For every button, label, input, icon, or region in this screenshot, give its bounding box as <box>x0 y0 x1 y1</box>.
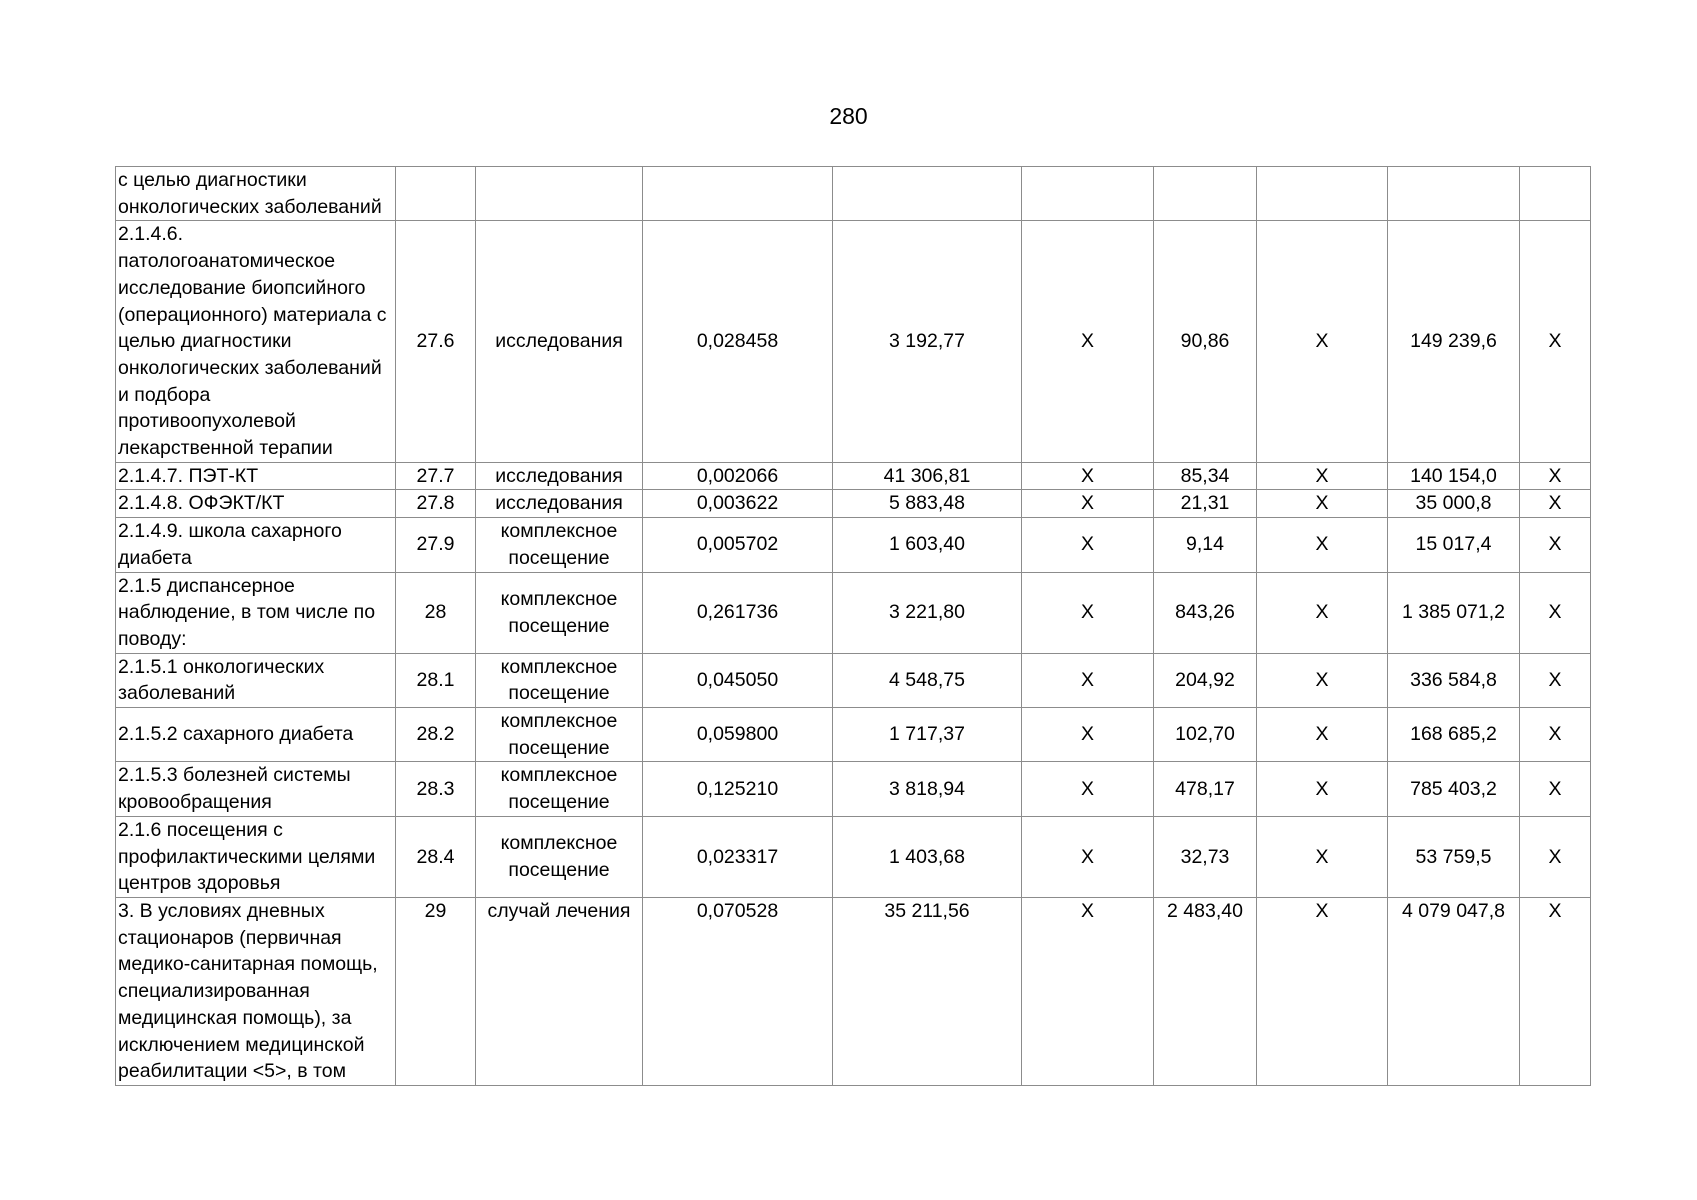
row-col6 <box>1022 167 1154 221</box>
row-col7: 85,34 <box>1154 462 1257 490</box>
row-col6: Х <box>1022 490 1154 518</box>
row-norm: 0,002066 <box>643 462 833 490</box>
row-norm: 0,005702 <box>643 518 833 572</box>
row-col10: Х <box>1520 518 1591 572</box>
row-name: 2.1.5.2 сахарного диабета <box>116 708 396 762</box>
row-norm: 0,059800 <box>643 708 833 762</box>
row-name: 2.1.6 посещения с профилактическими целями центров здоровья <box>116 816 396 897</box>
row-col8: Х <box>1257 221 1388 462</box>
row-col10: Х <box>1520 572 1591 653</box>
row-norm: 0,045050 <box>643 653 833 707</box>
table-row <box>116 221 1591 462</box>
row-cost: 1 603,40 <box>833 518 1022 572</box>
row-line: 27.8 <box>396 490 476 518</box>
row-col10 <box>1520 167 1591 221</box>
row-cost: 3 221,80 <box>833 572 1022 653</box>
data-table <box>115 166 1591 1086</box>
row-col6: Х <box>1022 897 1154 1085</box>
row-col10: Х <box>1520 462 1591 490</box>
row-norm: 0,023317 <box>643 816 833 897</box>
row-line <box>396 167 476 221</box>
row-line: 27.9 <box>396 518 476 572</box>
row-line: 28.4 <box>396 816 476 897</box>
row-cost: 1 717,37 <box>833 708 1022 762</box>
row-col9: 15 017,4 <box>1388 518 1520 572</box>
row-norm: 0,003622 <box>643 490 833 518</box>
row-col6: Х <box>1022 221 1154 462</box>
table-row <box>116 572 1591 653</box>
table-row <box>116 167 1591 221</box>
row-line: 28 <box>396 572 476 653</box>
row-cost: 35 211,56 <box>833 897 1022 1085</box>
table-row <box>116 462 1591 490</box>
row-cost: 3 192,77 <box>833 221 1022 462</box>
row-unit: комплексное посещение <box>476 708 643 762</box>
row-cost: 3 818,94 <box>833 762 1022 816</box>
row-col7: 478,17 <box>1154 762 1257 816</box>
row-line: 29 <box>396 897 476 1085</box>
row-col8: Х <box>1257 518 1388 572</box>
table-row <box>116 816 1591 897</box>
row-col10: Х <box>1520 762 1591 816</box>
row-norm <box>643 167 833 221</box>
row-col10: Х <box>1520 708 1591 762</box>
row-col7 <box>1154 167 1257 221</box>
row-col10: Х <box>1520 221 1591 462</box>
row-norm: 0,070528 <box>643 897 833 1085</box>
row-name: 2.1.4.6. патологоанатомическое исследование биопсийного (операционного) материала с целью диагностики онкологических заболеваний и подбора противоопухолевой лекарственной терапии <box>116 221 396 462</box>
row-name: с целью диагностики онкологических заболеваний <box>116 167 396 221</box>
row-col9: 53 759,5 <box>1388 816 1520 897</box>
table-row <box>116 762 1591 816</box>
row-col8 <box>1257 167 1388 221</box>
row-cost: 41 306,81 <box>833 462 1022 490</box>
row-col6: Х <box>1022 462 1154 490</box>
row-col10: Х <box>1520 816 1591 897</box>
row-col9 <box>1388 167 1520 221</box>
row-col9: 785 403,2 <box>1388 762 1520 816</box>
row-unit: комплексное посещение <box>476 518 643 572</box>
row-unit: комплексное посещение <box>476 572 643 653</box>
row-line: 28.2 <box>396 708 476 762</box>
row-col6: Х <box>1022 816 1154 897</box>
row-name: 3. В условиях дневных стационаров (первичная медико-санитарная помощь, специализированная медицинская помощь), за исключением медицинской реабилитации <5>, в том <box>116 897 396 1085</box>
row-name: 2.1.4.9. школа сахарного диабета <box>116 518 396 572</box>
row-unit <box>476 167 643 221</box>
row-col8: Х <box>1257 816 1388 897</box>
row-col7: 843,26 <box>1154 572 1257 653</box>
row-name: 2.1.5.1 онкологических заболеваний <box>116 653 396 707</box>
table-row <box>116 518 1591 572</box>
row-unit: комплексное посещение <box>476 816 643 897</box>
row-col9: 1 385 071,2 <box>1388 572 1520 653</box>
row-line: 28.3 <box>396 762 476 816</box>
row-cost: 1 403,68 <box>833 816 1022 897</box>
row-col9: 140 154,0 <box>1388 462 1520 490</box>
row-col9: 35 000,8 <box>1388 490 1520 518</box>
row-col6: Х <box>1022 708 1154 762</box>
row-col10: Х <box>1520 897 1591 1085</box>
row-norm: 0,261736 <box>643 572 833 653</box>
row-col8: Х <box>1257 462 1388 490</box>
row-col6: Х <box>1022 572 1154 653</box>
row-col9: 168 685,2 <box>1388 708 1520 762</box>
row-col6: Х <box>1022 518 1154 572</box>
row-col7: 21,31 <box>1154 490 1257 518</box>
row-col9: 149 239,6 <box>1388 221 1520 462</box>
row-col8: Х <box>1257 653 1388 707</box>
row-unit: комплексное посещение <box>476 653 643 707</box>
row-name: 2.1.5 диспансерное наблюдение, в том числе по поводу: <box>116 572 396 653</box>
row-col7: 2 483,40 <box>1154 897 1257 1085</box>
row-col7: 90,86 <box>1154 221 1257 462</box>
row-unit: исследования <box>476 490 643 518</box>
row-unit: случай лечения <box>476 897 643 1085</box>
row-col7: 32,73 <box>1154 816 1257 897</box>
row-col7: 204,92 <box>1154 653 1257 707</box>
row-col8: Х <box>1257 708 1388 762</box>
row-name: 2.1.4.8. ОФЭКТ/КТ <box>116 490 396 518</box>
row-col7: 102,70 <box>1154 708 1257 762</box>
row-cost: 4 548,75 <box>833 653 1022 707</box>
row-unit: исследования <box>476 462 643 490</box>
row-norm: 0,028458 <box>643 221 833 462</box>
row-name: 2.1.4.7. ПЭТ-КТ <box>116 462 396 490</box>
row-cost <box>833 167 1022 221</box>
row-col8: Х <box>1257 490 1388 518</box>
row-col7: 9,14 <box>1154 518 1257 572</box>
row-col9: 336 584,8 <box>1388 653 1520 707</box>
row-unit: комплексное посещение <box>476 762 643 816</box>
row-col8: Х <box>1257 897 1388 1085</box>
row-line: 27.6 <box>396 221 476 462</box>
row-col6: Х <box>1022 653 1154 707</box>
row-norm: 0,125210 <box>643 762 833 816</box>
row-line: 28.1 <box>396 653 476 707</box>
table-row <box>116 490 1591 518</box>
table-row <box>116 653 1591 707</box>
row-col10: Х <box>1520 490 1591 518</box>
page-number: 280 <box>829 103 868 129</box>
row-col6: Х <box>1022 762 1154 816</box>
table-row <box>116 897 1591 1085</box>
row-col8: Х <box>1257 572 1388 653</box>
row-cost: 5 883,48 <box>833 490 1022 518</box>
row-unit: исследования <box>476 221 643 462</box>
row-col8: Х <box>1257 762 1388 816</box>
row-name: 2.1.5.3 болезней системы кровообращения <box>116 762 396 816</box>
row-col10: Х <box>1520 653 1591 707</box>
row-line: 27.7 <box>396 462 476 490</box>
table-row <box>116 708 1591 762</box>
row-col9: 4 079 047,8 <box>1388 897 1520 1085</box>
